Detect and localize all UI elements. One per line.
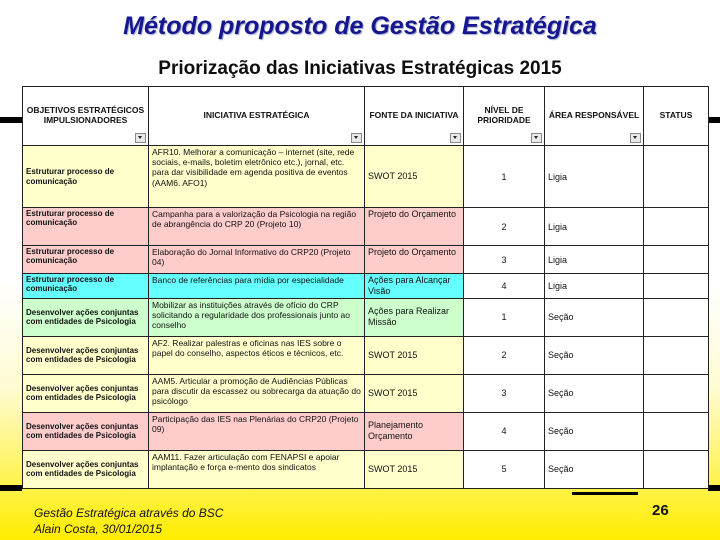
cell-status	[644, 336, 709, 374]
table-row	[23, 274, 709, 299]
cell-fonte: SWOT 2015	[365, 374, 464, 412]
cell-objetivo: Desenvolver ações conjuntas com entidades de Psicologia	[23, 450, 149, 488]
table-row	[23, 298, 709, 336]
filter-dropdown-icon[interactable]	[450, 133, 461, 143]
cell-iniciativa: AAM11. Fazer articulação com FENAPSI e apoiar implantação e força e-mento dos sindicatos	[149, 450, 365, 488]
table-row	[23, 336, 709, 374]
decorative-bar-bottom-left	[0, 485, 22, 491]
cell-nivel: 2	[464, 336, 545, 374]
cell-objetivo: Desenvolver ações conjuntas com entidades de Psicologia	[23, 374, 149, 412]
header-objetivos[interactable]: OBJETIVOS ESTRATÉGICOS IMPULSIONADORES	[23, 87, 149, 146]
header-status[interactable]: STATUS	[644, 87, 709, 146]
cell-area: Seção	[545, 412, 644, 450]
page-number: 26	[652, 502, 669, 519]
cell-iniciativa: AF2. Realizar palestras e oficinas nas IES sobre o papel do conselho, aspectos éticos e técnicos, etc.	[149, 336, 365, 374]
cell-status	[644, 246, 709, 274]
footer-title: Gestão Estratégica através do BSC	[34, 506, 224, 520]
decorative-bar-top-right	[708, 117, 720, 123]
cell-nivel: 5	[464, 450, 545, 488]
cell-objetivo: Estruturar processo de comunicação	[23, 246, 149, 274]
cell-area: Seção	[545, 450, 644, 488]
cell-area: Seção	[545, 336, 644, 374]
cell-status	[644, 412, 709, 450]
header-fonte[interactable]: FONTE DA INICIATIVA	[365, 87, 464, 146]
cell-fonte: SWOT 2015	[365, 146, 464, 208]
cell-area: Ligia	[545, 274, 644, 299]
cell-area: Ligia	[545, 208, 644, 246]
cell-iniciativa: AFR10. Melhorar a comunicação – internet (site, rede sociais, e-mails, boletim eletrônico etc.), jornal, etc. para dar visibilidade em agenda positiva de eventos (AAM6. AFO1)	[149, 146, 365, 208]
cell-iniciativa: Banco de referências para mídia por especialidade	[149, 274, 365, 299]
cell-objetivo: Estruturar processo de comunicação	[23, 274, 149, 299]
cell-nivel: 1	[464, 146, 545, 208]
cell-iniciativa: Mobilizar as instituições através de ofício do CRP solicitando a regularidade dos professionais junto ao conselho	[149, 298, 365, 336]
cell-area: Seção	[545, 374, 644, 412]
cell-nivel: 4	[464, 274, 545, 299]
cell-status	[644, 298, 709, 336]
filter-dropdown-icon[interactable]	[630, 133, 641, 143]
cell-iniciativa: Elaboração do Jornal Informativo do CRP20 (Projeto 04)	[149, 246, 365, 274]
table-row	[23, 146, 709, 208]
header-nivel[interactable]: NÍVEL DE PRIORIDADE	[464, 87, 545, 146]
slide-footer	[34, 505, 223, 537]
cell-status	[644, 208, 709, 246]
table-row	[23, 374, 709, 412]
cell-nivel: 2	[464, 208, 545, 246]
cell-status	[644, 450, 709, 488]
cell-iniciativa: Campanha para a valorização da Psicologia na região de abrangência do CRP 20 (Projeto 10)	[149, 208, 365, 246]
table-header-row	[23, 87, 709, 146]
slide-title: Método proposto de Gestão Estratégica	[123, 12, 597, 40]
cell-fonte: Projeto do Orçamento	[365, 208, 464, 246]
cell-fonte: Planejamento Orçamento	[365, 412, 464, 450]
cell-fonte: SWOT 2015	[365, 450, 464, 488]
cell-objetivo: Estruturar processo de comunicação	[23, 208, 149, 246]
cell-objetivo: Estruturar processo de comunicação	[23, 146, 149, 208]
table-row	[23, 412, 709, 450]
cell-nivel: 4	[464, 412, 545, 450]
cell-status	[644, 374, 709, 412]
initiatives-table	[22, 86, 709, 489]
cell-area: Ligia	[545, 146, 644, 208]
filter-dropdown-icon[interactable]	[135, 133, 146, 143]
cell-nivel: 3	[464, 246, 545, 274]
filter-dropdown-icon[interactable]	[531, 133, 542, 143]
decorative-bar-bottom-right	[708, 485, 720, 491]
cell-nivel: 1	[464, 298, 545, 336]
cell-area: Seção	[545, 298, 644, 336]
decorative-bar-top-left	[0, 117, 22, 123]
cell-status	[644, 274, 709, 299]
cell-objetivo: Desenvolver ações conjuntas com entidades de Psicologia	[23, 336, 149, 374]
cell-fonte: Ações para Alcançar Visão	[365, 274, 464, 299]
cell-fonte: SWOT 2015	[365, 336, 464, 374]
decorative-bar-bottom-middle	[572, 492, 638, 495]
cell-nivel: 3	[464, 374, 545, 412]
cell-status	[644, 146, 709, 208]
header-iniciativa[interactable]: INICIATIVA ESTRATÉGICA	[149, 87, 365, 146]
footer-author-date: Alain Costa, 30/01/2015	[34, 522, 163, 537]
filter-dropdown-icon[interactable]	[351, 133, 362, 143]
cell-objetivo: Desenvolver ações conjuntas com entidades de Psicologia	[23, 298, 149, 336]
table-row	[23, 450, 709, 488]
header-area[interactable]: ÁREA RESPONSÁVEL	[545, 87, 644, 146]
slide-subtitle: Priorização das Iniciativas Estratégicas 2015	[158, 58, 562, 79]
cell-iniciativa: Participação das IES nas Plenárias do CRP20 (Projeto 09)	[149, 412, 365, 450]
cell-iniciativa: AAM5. Articular a promoção de Audiências Públicas para discutir da escassez ou sobrecarga da atuação do psicólogo	[149, 374, 365, 412]
table-row	[23, 246, 709, 274]
table-row	[23, 208, 709, 246]
cell-fonte: Ações para Realizar Missão	[365, 298, 464, 336]
cell-area: Ligia	[545, 246, 644, 274]
cell-objetivo: Desenvolver ações conjuntas com entidades de Psicologia	[23, 412, 149, 450]
cell-fonte: Projeto do Orçamento	[365, 246, 464, 274]
